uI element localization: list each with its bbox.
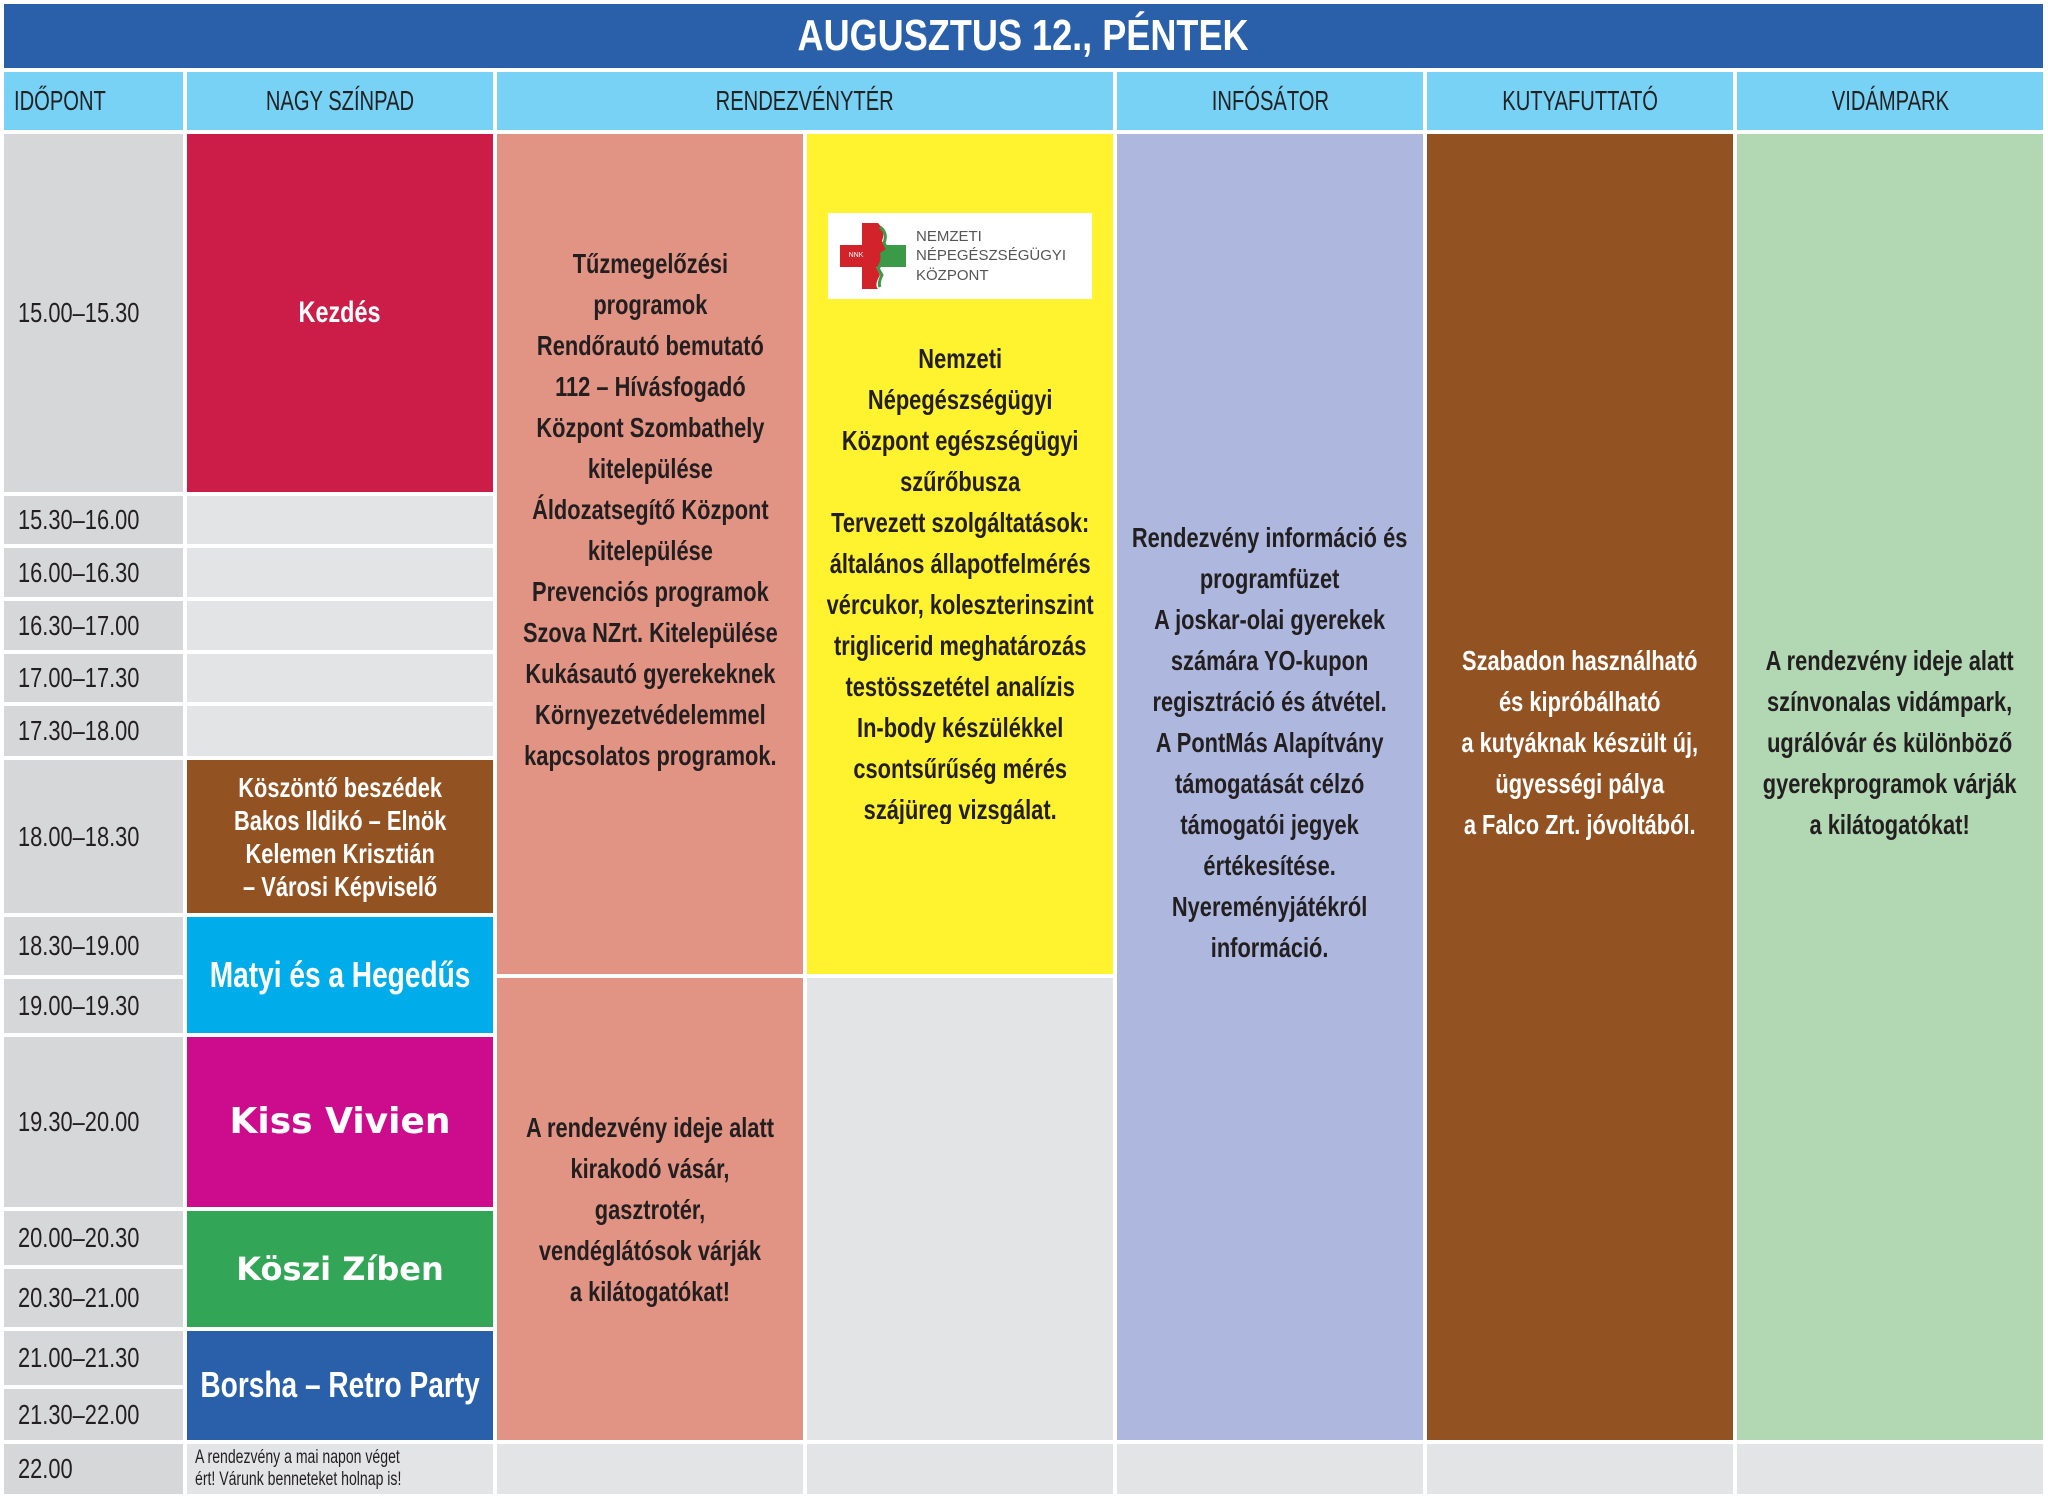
time-slot bbox=[4, 1331, 183, 1385]
col-header-vidampark bbox=[1737, 72, 2043, 130]
empty-cell bbox=[1117, 1444, 1423, 1494]
time-slot bbox=[4, 1389, 183, 1440]
event-description: Szabadon használható és kipróbálható a kutyáknak készült új, ügyességi pálya a Falco Zrt. jóvoltából. bbox=[1461, 644, 1699, 840]
empty-cell bbox=[1427, 1444, 1733, 1494]
col-header-time bbox=[4, 72, 183, 130]
event-title: Köszöntő beszédek Bakos Ildikó – Elnök Kelemen Krisztián – Városi Képviselő bbox=[233, 771, 447, 902]
empty-cell bbox=[807, 1444, 1113, 1494]
time-slot bbox=[4, 1211, 183, 1265]
event-description: Tűzmegelőzési programok Rendőrautó bemutató 112 – Hívásfogadó Központ Szombathely kitelepülése Áldozatsegítő Központ kitelepülése Prevenciós programok Szova NZrt. Kitelepülése Kukásautó gyerekeknek Környezetvédelemmel kapcsolatos programok. bbox=[522, 247, 778, 771]
col-header-infosator bbox=[1117, 72, 1423, 130]
time-label: 18.00–18.30 bbox=[18, 820, 140, 852]
event-koszonto-beszedek bbox=[187, 760, 493, 913]
time-label: 20.30–21.00 bbox=[18, 1282, 140, 1313]
empty-cell bbox=[187, 654, 493, 702]
time-slot bbox=[4, 134, 183, 492]
col-header-kutyafuttato-label: KUTYAFUTTATÓ bbox=[1502, 85, 1658, 116]
time-label: 15.00–15.30 bbox=[18, 297, 140, 328]
page-title bbox=[4, 4, 2043, 68]
event-matyi-es-a-hegedus bbox=[187, 917, 493, 1033]
time-slot bbox=[4, 496, 183, 544]
event-title: Matyi és a Hegedűs bbox=[209, 953, 471, 995]
time-slot bbox=[4, 917, 183, 975]
event-description: A rendezvény ideje alatt kirakodó vásár, gasztrotér, vendéglátósok várják a kilátogatókat! bbox=[525, 1111, 775, 1307]
time-label: 20.00–20.30 bbox=[18, 1222, 140, 1253]
time-slot bbox=[4, 1037, 183, 1207]
event-title: Kezdés bbox=[299, 296, 381, 329]
event-kiss-vivien bbox=[187, 1037, 493, 1207]
col-header-rendezvenyter bbox=[497, 72, 1113, 130]
event-health-screening-bus bbox=[807, 134, 1113, 974]
time-label: 19.00–19.30 bbox=[18, 990, 140, 1021]
nnk-badge: NNK bbox=[848, 252, 864, 259]
time-label: 22.00 bbox=[18, 1453, 73, 1484]
time-label: 19.30–20.00 bbox=[18, 1106, 140, 1137]
time-label: 21.30–22.00 bbox=[18, 1398, 140, 1430]
event-description: Nemzeti Népegészségügyi Központ egészségügyi szűrőbusza Tervezett szolgáltatások: általános állapotfelmérés vércukor, koleszterinszint triglicerid meghatározás testösszetétel analízis In-body készülékkel csontsűrűség mérés szájüreg vizsgálat. bbox=[826, 344, 1094, 824]
event-info-tent bbox=[1117, 134, 1423, 1440]
event-dog-park bbox=[1427, 134, 1733, 1440]
time-slot bbox=[4, 548, 183, 597]
empty-cell bbox=[187, 706, 493, 756]
time-label: 17.30–18.00 bbox=[18, 715, 140, 746]
event-title: Kiss Vivien bbox=[229, 1100, 451, 1142]
col-header-nagy-szinpad-label: NAGY SZÍNPAD bbox=[265, 85, 415, 116]
event-borsha-retro-party bbox=[187, 1331, 493, 1440]
col-header-rendezvenyter-label: RENDEZVÉNYTÉR bbox=[715, 85, 895, 116]
event-koszi-ziben bbox=[187, 1211, 493, 1327]
col-header-kutyafuttato bbox=[1427, 72, 1733, 130]
empty-cell bbox=[1737, 1444, 2043, 1494]
closing-note bbox=[187, 1444, 493, 1494]
event-title: Borsha – Retro Party bbox=[200, 1364, 480, 1406]
col-header-time-label: IDŐPONT bbox=[14, 85, 106, 116]
time-slot bbox=[4, 1269, 183, 1327]
empty-cell bbox=[187, 601, 493, 650]
time-label: 16.00–16.30 bbox=[18, 556, 140, 588]
closing-note-text: A rendezvény a mai napon véget ért! Várunk benneteket holnap is! bbox=[195, 1447, 402, 1490]
col-header-nagy-szinpad bbox=[187, 72, 493, 130]
time-label: 16.30–17.00 bbox=[18, 609, 140, 641]
col-header-infosator-label: INFÓSÁTOR bbox=[1211, 85, 1329, 116]
col-header-vidampark-label: VIDÁMPARK bbox=[1831, 85, 1949, 116]
nnk-logo bbox=[828, 213, 1092, 299]
time-slot bbox=[4, 654, 183, 702]
title-text: AUGUSZTUS 12., PÉNTEK bbox=[797, 11, 1250, 60]
empty-cell bbox=[187, 548, 493, 597]
time-label: 17.00–17.30 bbox=[18, 662, 140, 693]
nnk-logo-text: NEMZETI NÉPEGÉSZSÉGÜGYI KÖZPONT bbox=[916, 227, 1067, 284]
time-label: 21.00–21.30 bbox=[18, 1342, 140, 1373]
empty-cell bbox=[807, 978, 1113, 1440]
time-slot bbox=[4, 760, 183, 913]
time-label: 18.30–19.00 bbox=[18, 930, 140, 961]
time-slot bbox=[4, 706, 183, 756]
empty-cell bbox=[187, 496, 493, 544]
event-amusement-park bbox=[1737, 134, 2043, 1440]
time-label: 15.30–16.00 bbox=[18, 504, 140, 535]
nnk-cross-icon bbox=[840, 223, 906, 289]
event-kezdes bbox=[187, 134, 493, 492]
time-slot bbox=[4, 601, 183, 650]
event-description: A rendezvény ideje alatt színvonalas vidámpark, ugrálóvár és különböző gyerekprogramok várják a kilátogatókat! bbox=[1763, 644, 2017, 840]
time-slot bbox=[4, 979, 183, 1033]
time-slot bbox=[4, 1444, 183, 1494]
event-title: Köszi Zíben bbox=[236, 1249, 444, 1288]
event-safety-programs bbox=[497, 134, 803, 974]
empty-cell bbox=[497, 1444, 803, 1494]
event-market bbox=[497, 978, 803, 1440]
health-bus-text-wrap bbox=[807, 344, 1113, 824]
event-description: Rendezvény információ és programfüzet A joskar-olai gyerekek számára YO-kupon regisztráció és átvétel. A PontMás Alapítvány támogatását célzó támogatói jegyek értékesítése. Nyereményjátékról információ. bbox=[1132, 521, 1408, 963]
